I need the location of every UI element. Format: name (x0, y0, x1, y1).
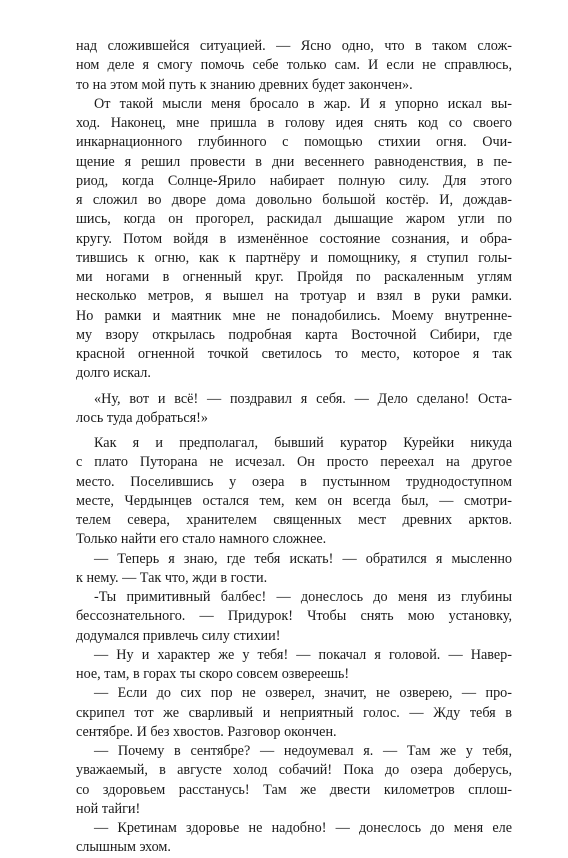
text-line: к нему. — Так что, жди в гости. (76, 569, 268, 586)
text-line: шись, когда он прогорел, раскидал дышащие жаром угли по (76, 211, 512, 228)
text-line: -Ты примитивный балбес! — донеслось до меня из глубины (94, 589, 512, 605)
text-line: слышным эхом. (76, 839, 171, 856)
text-line: Только найти его стало намного сложнее. (76, 531, 327, 548)
text-line: тившись к огню, как к партнёру и помощнику, я ступил голы- (76, 249, 512, 266)
text-line: скрипел тот же сварливый и неприятный голос. — Жду тебя в (76, 704, 512, 721)
text-line: место. Поселившись у озера в пустынном труднодоступном (76, 473, 512, 490)
text-line: — Ну и характер же у тебя! — покачал я головой. — Навер- (94, 646, 512, 663)
text-line: ной тайги! (76, 800, 141, 817)
text-line: со здоровьем расстанусь! Там же двести километров сплош- (76, 781, 512, 798)
book-page (76, 37, 512, 858)
text-line: ход. Наконец, мне пришла в голову идея снять код со своего (76, 115, 512, 131)
text-line: я сложил во дворе дома довольно большой костёр. И, дождав- (76, 192, 512, 208)
text-line: несколько метров, я вышел на тротуар и взял в руки рамки. (76, 288, 512, 305)
text-line: кругу. Потом войдя в изменённое состояние сознания, и обра- (76, 230, 512, 247)
text-line: долго искал. (76, 365, 151, 382)
text-line: лось туда добраться!» (76, 409, 208, 426)
text-line: — Теперь я знаю, где тебя искать! — обратился я мысленно (94, 550, 512, 567)
text-line: ное, там, в горах ты скоро совсем озвереешь! (76, 666, 350, 682)
text-line: Но рамки и маятник мне не понадобились. Моему внутренне- (76, 307, 512, 324)
text-line: От такой мысли меня бросало в жар. И я упорно искал вы- (94, 95, 512, 112)
text-line: Как я и предполагал, бывший куратор Курейки никуда (94, 435, 512, 451)
text-line: с плато Путорана не исчезал. Он просто переехал на другое (76, 454, 512, 471)
text-line: уважаемый, в августе холод собачий! Пока до озера доберусь, (76, 762, 512, 779)
text-line: «Ну, вот и всё! — поздравил я себя. — Дело сделано! Оста- (94, 390, 512, 407)
text-line: му взору открылась подробная карта Восточной Сибири, где (76, 326, 512, 343)
text-line: додумался привлечь силу стихии! (76, 627, 281, 644)
text-line: телем севера, хранителем священных мест древних арктов. (76, 512, 512, 528)
text-line: то на этом мой путь к знанию древних будет закончен». (76, 76, 413, 93)
text-line: ми ногами в огненный круг. Пройдя по раскаленным углям (76, 269, 512, 285)
text-line: щение я решил провести в дни весеннего равноденствия, в пе- (76, 153, 512, 170)
text-line: красной огненной точкой светилось то место, которое я так (76, 346, 512, 362)
text-line: над сложившейся ситуацией. — Ясно одно, что в таком слож- (76, 38, 512, 54)
text-line: месте, Чердынцев остался тем, кем он всегда был, — смотри- (76, 492, 512, 509)
text-line: риод, когда Солнце-Ярило набирает полную силу. Для этого (76, 172, 512, 189)
text-line: сентябре. И без хвостов. Разговор окончен. (76, 723, 337, 740)
text-line: бессознательного. — Придурок! Чтобы снять мою установку, (76, 608, 512, 625)
text-line: инкарнационного глубинного с помощью стихии огня. Очи- (76, 134, 512, 151)
text-line: — Почему в сентябре? — недоумевал я. — Там же у тебя, (94, 743, 512, 759)
text-line: — Кретинам здоровье не надобно! — донеслось до меня еле (94, 820, 512, 836)
text-line: ном деле я смогу помочь себе только сам. И если не справлюсь, (76, 57, 512, 74)
text-line: — Если до сих пор не озверел, значит, не озверею, — про- (94, 685, 512, 702)
